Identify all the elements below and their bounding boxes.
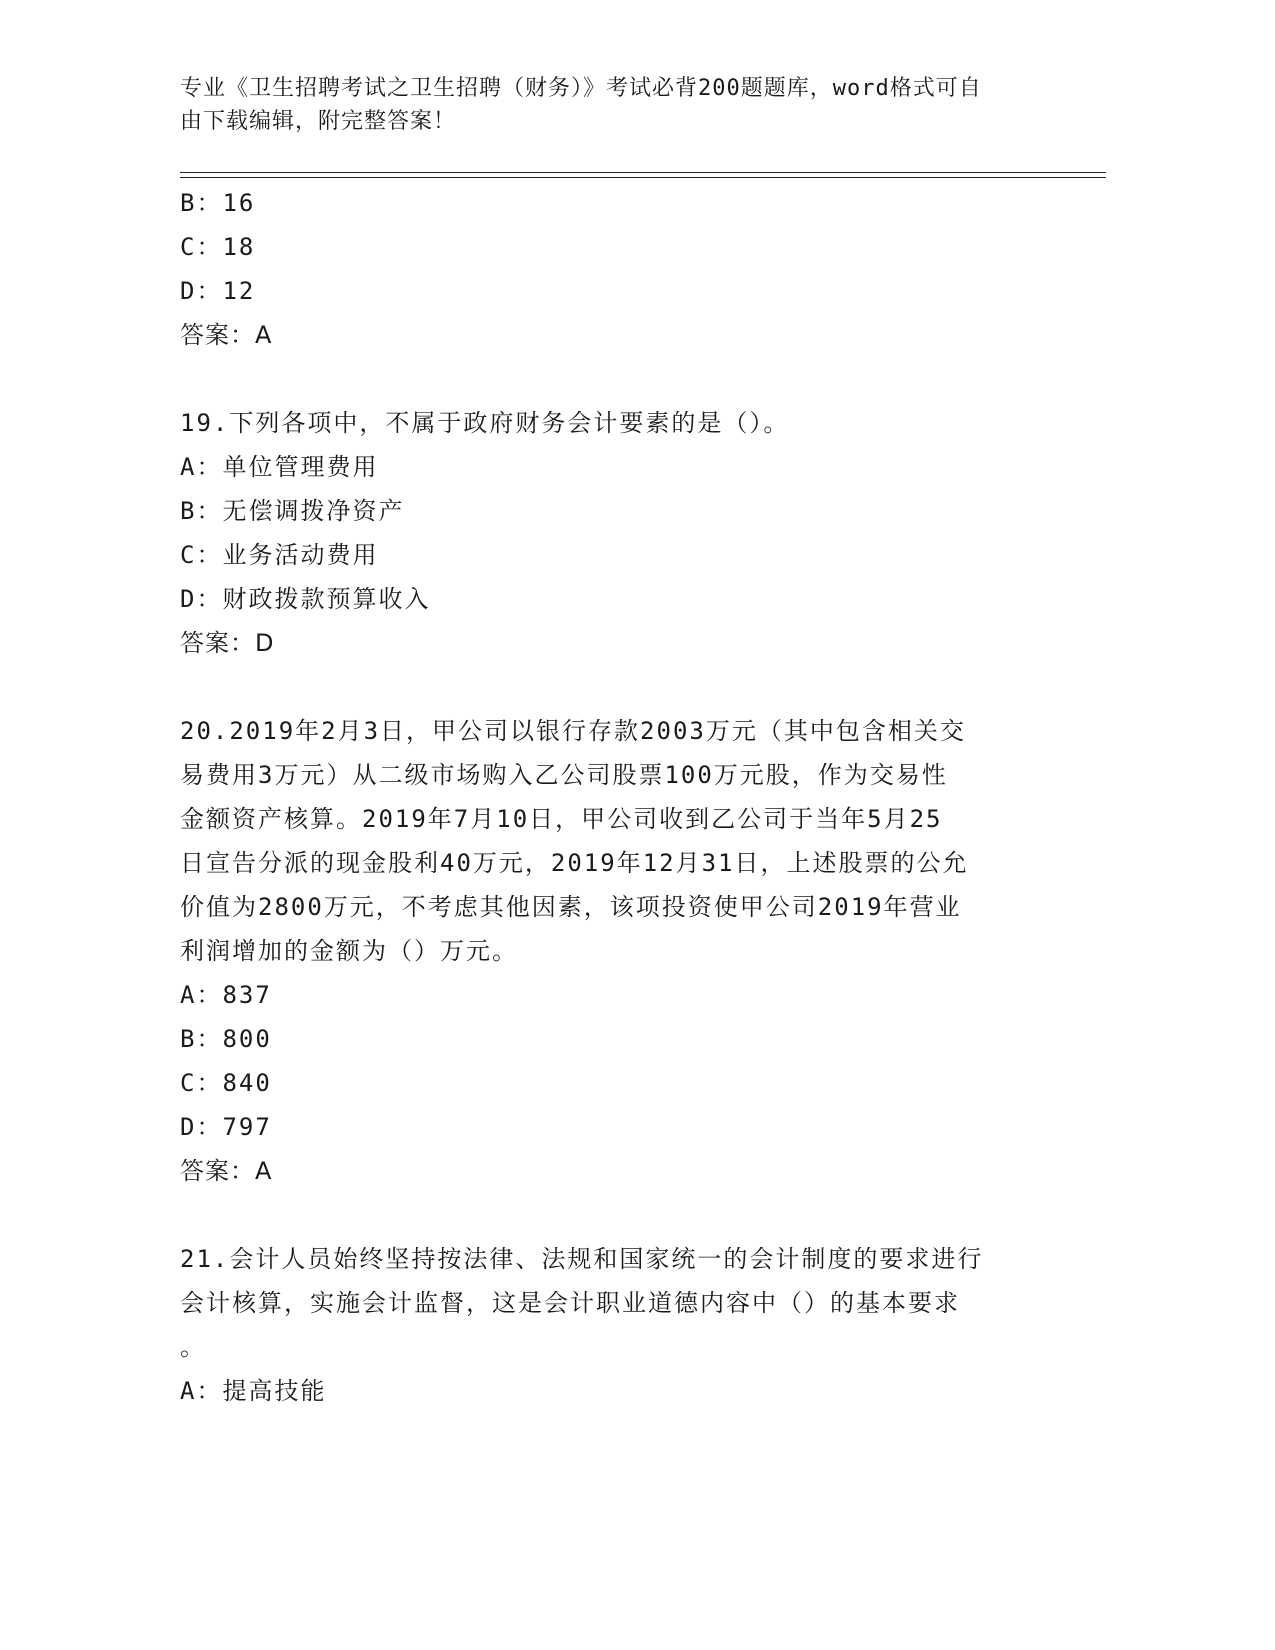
question-20 — [180, 709, 1040, 1193]
question-text-line-2: 会计核算，实施会计监督，这是会计职业道德内容中（）的基本要求 — [180, 1289, 960, 1317]
question-text-line-5: 价值为2800万元，不考虑其他因素，该项投资使甲公司2019年营业 — [180, 893, 962, 921]
document-header — [180, 72, 1040, 138]
question-text-line-2: 易费用3万元）从二级市场购入乙公司股票100万元股，作为交易性 — [180, 761, 948, 789]
option-label: C： — [180, 233, 223, 261]
question-text-line-4: 日宣告分派的现金股利40万元，2019年12月31日，上述股票的公允 — [180, 849, 969, 877]
option-text: 797 — [222, 1113, 272, 1141]
question-text-line-1: 20.2019年2月3日，甲公司以银行存款2003万元（其中包含相关交 — [180, 717, 966, 745]
question-21 — [180, 1237, 1040, 1413]
option-c — [180, 533, 1040, 577]
spacer — [180, 665, 1040, 709]
option-label: C： — [180, 541, 223, 569]
option-label: D： — [180, 1113, 223, 1141]
option-d — [180, 1105, 1040, 1149]
option-b — [180, 181, 1040, 225]
option-text: 无偿调拨净资产 — [222, 497, 405, 525]
option-label: D： — [180, 585, 223, 613]
spacer — [180, 1193, 1040, 1237]
option-text: 840 — [222, 1069, 272, 1097]
option-label: C： — [180, 1069, 223, 1097]
option-text: 财政拨款预算收入 — [222, 585, 431, 613]
option-text: 16 — [222, 189, 256, 217]
option-b — [180, 1017, 1040, 1061]
answer-value: A — [255, 1157, 273, 1185]
question-19 — [180, 401, 1040, 665]
question-text-line-3: 金额资产核算。2019年7月10日，甲公司收到乙公司于当年5月25 — [180, 805, 943, 833]
prev-question-block — [180, 181, 1040, 357]
option-label: A： — [180, 453, 223, 481]
option-b — [180, 489, 1040, 533]
option-label: D： — [180, 277, 223, 305]
option-d — [180, 577, 1040, 621]
answer-label: 答案： — [180, 1157, 255, 1185]
option-text: 18 — [222, 233, 256, 261]
option-text: 800 — [222, 1025, 272, 1053]
answer-line — [180, 313, 1040, 357]
option-label: B： — [180, 497, 223, 525]
option-text: 837 — [222, 981, 272, 1009]
option-a — [180, 1369, 1040, 1413]
header-divider-bottom — [180, 177, 1106, 178]
option-label: A： — [180, 1377, 223, 1405]
option-a — [180, 445, 1040, 489]
answer-label: 答案： — [180, 321, 255, 349]
answer-value: D — [255, 629, 275, 657]
option-text: 业务活动费用 — [222, 541, 379, 569]
answer-label: 答案： — [180, 629, 255, 657]
answer-line — [180, 621, 1040, 665]
question-text-line-1: 21.会计人员始终坚持按法律、法规和国家统一的会计制度的要求进行 — [180, 1245, 984, 1273]
header-divider-top — [180, 172, 1106, 173]
option-label: B： — [180, 189, 223, 217]
option-c — [180, 1061, 1040, 1105]
question-list — [180, 181, 1040, 1413]
option-label: A： — [180, 981, 223, 1009]
option-c — [180, 225, 1040, 269]
option-d — [180, 269, 1040, 313]
option-text: 单位管理费用 — [222, 453, 379, 481]
option-label: B： — [180, 1025, 223, 1053]
header-line-1: 专业《卫生招聘考试之卫生招聘（财务）》考试必背200题题库，word格式可自 — [180, 76, 982, 101]
option-a — [180, 973, 1040, 1017]
header-line-2: 由下载编辑，附完整答案！ — [180, 109, 457, 134]
question-text-line-3: 。 — [180, 1333, 206, 1361]
question-text-line-6: 利润增加的金额为（）万元。 — [180, 937, 518, 965]
question-text: 19.下列各项中，不属于政府财务会计要素的是（）。 — [180, 409, 790, 437]
answer-line — [180, 1149, 1040, 1193]
answer-value: A — [255, 321, 273, 349]
option-text: 提高技能 — [222, 1377, 327, 1405]
option-text: 12 — [222, 277, 256, 305]
spacer — [180, 357, 1040, 401]
